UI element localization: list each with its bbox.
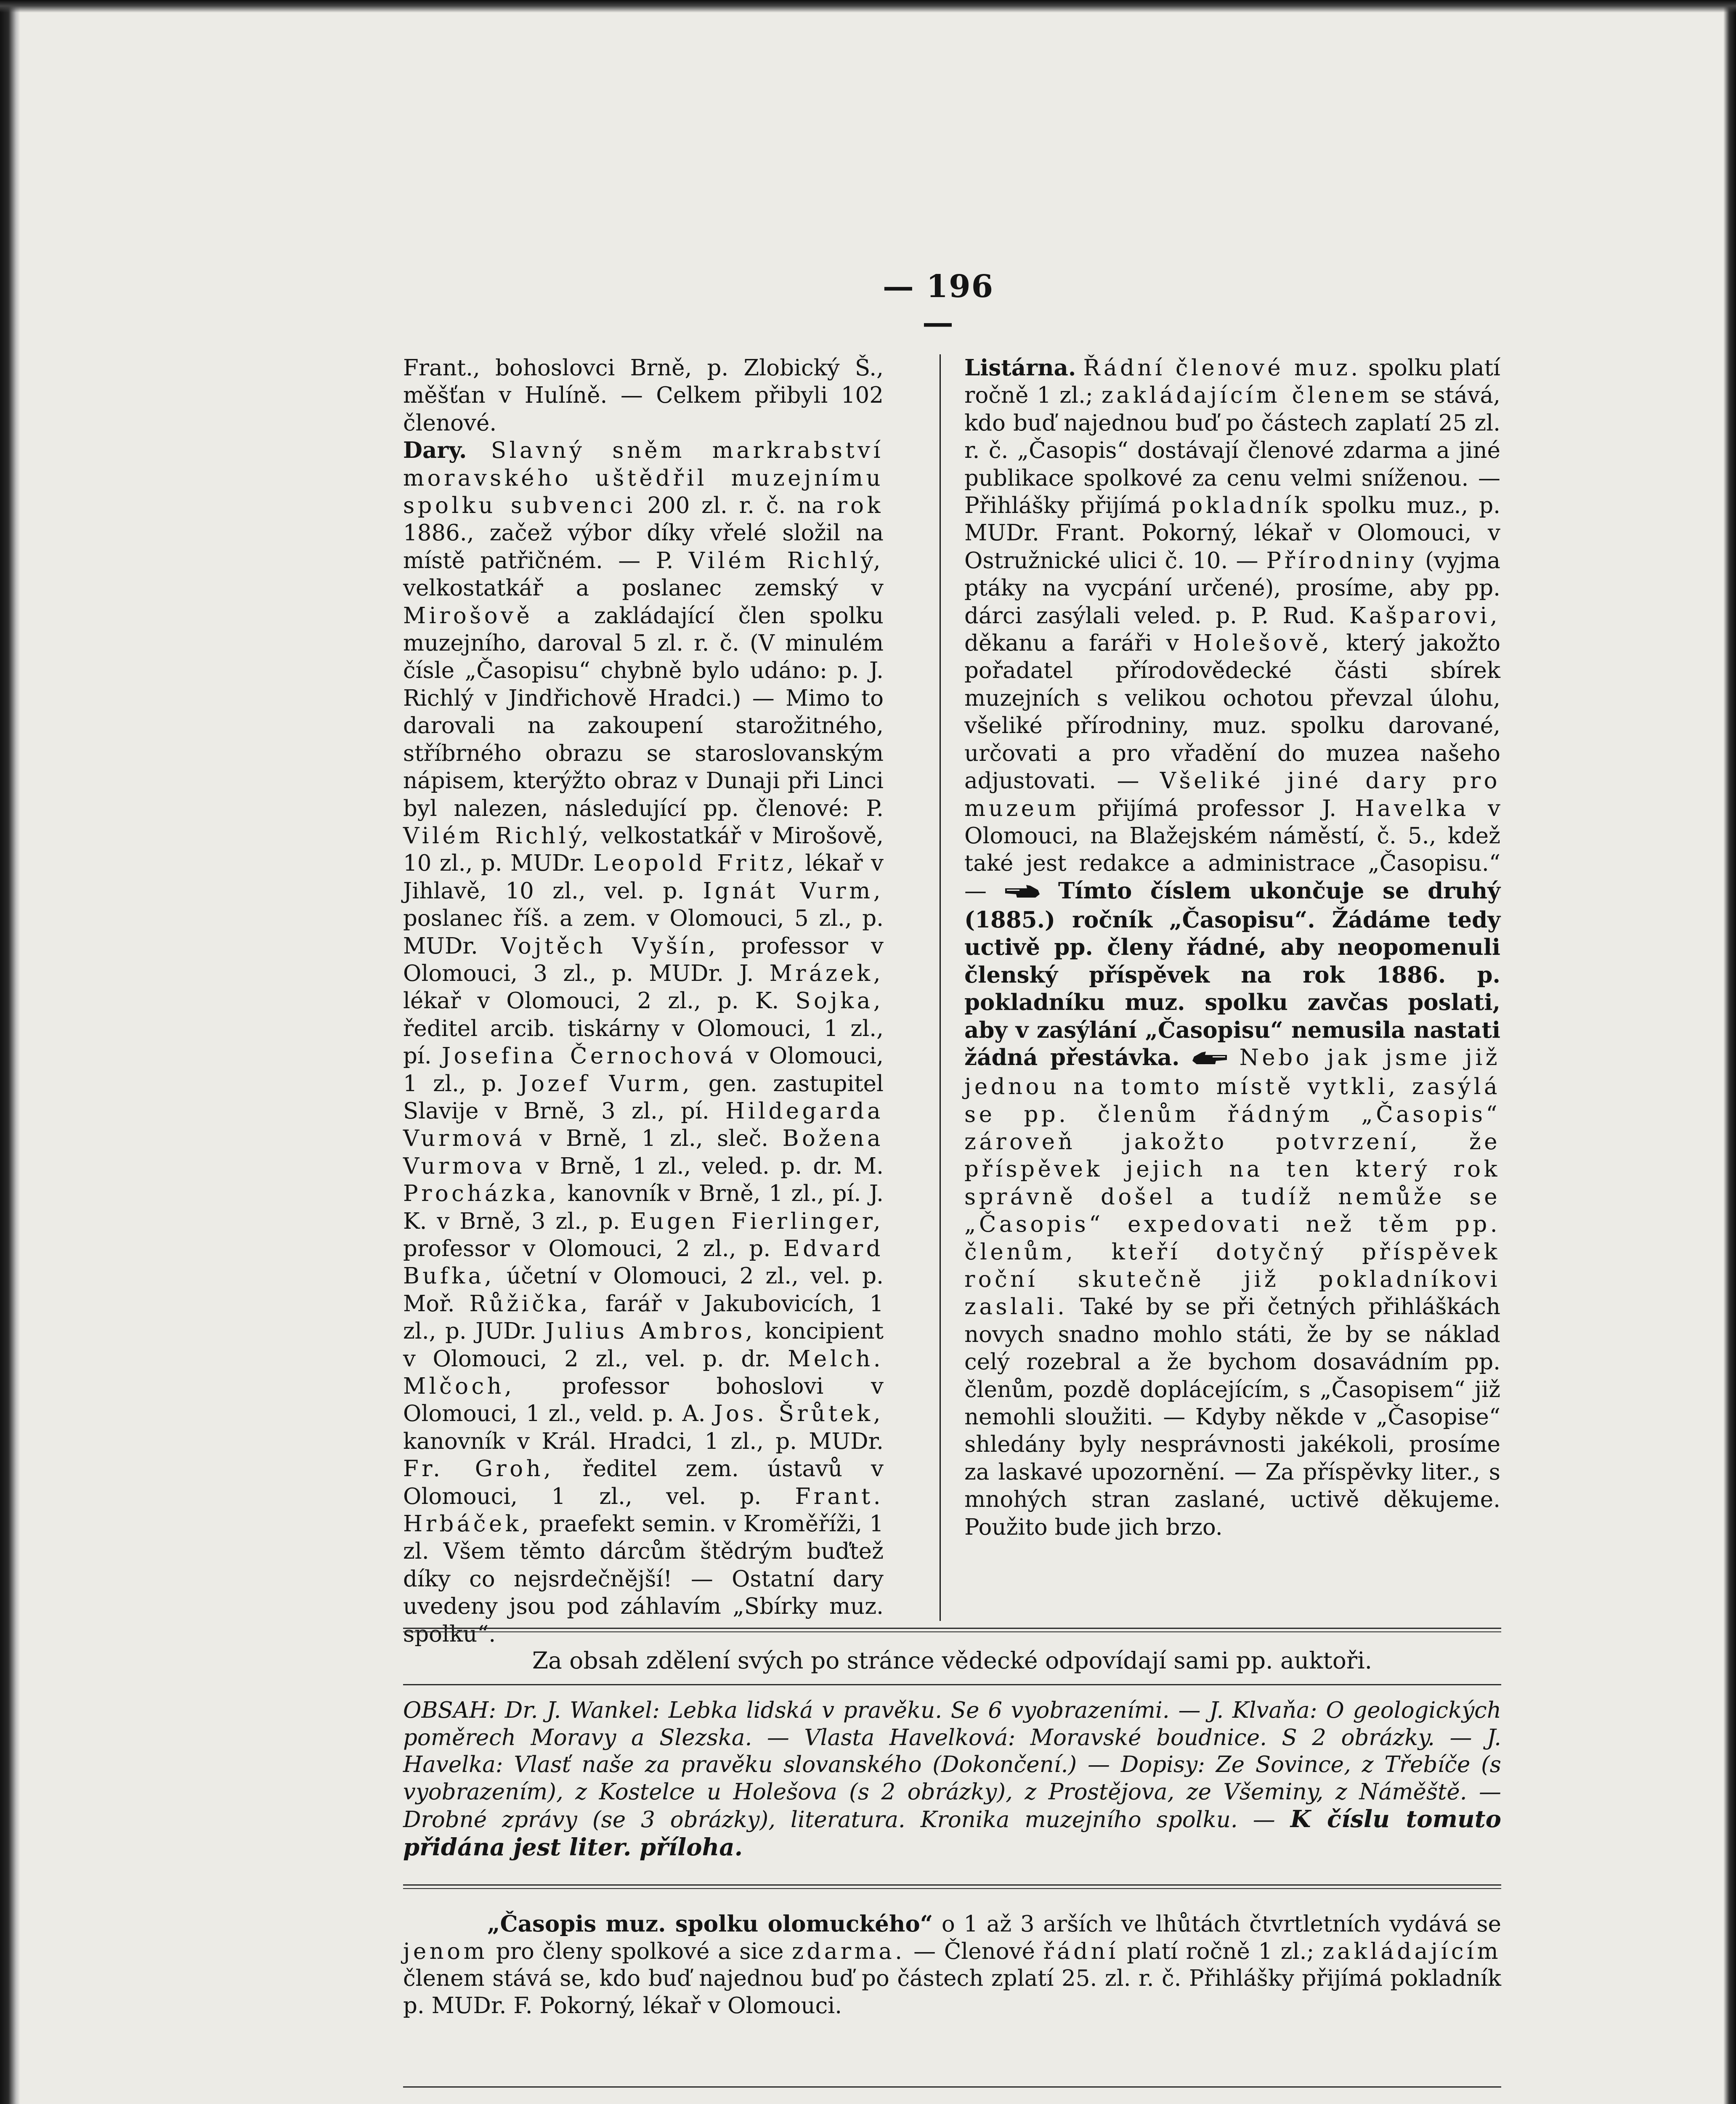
spaced-text: Edvard Bufka, — [403, 1236, 884, 1289]
body-text: gen. zastupitel Slavije v Brně, 3 zl., pí. — [403, 1071, 884, 1124]
pointing-hand-icon — [1004, 879, 1041, 906]
spaced-text: řádní — [1043, 1938, 1119, 1964]
spaced-text: rok — [836, 493, 884, 519]
body-text: 1886., začež výbor díky vřelé složil na místě patřičném. — P. — [403, 520, 884, 574]
body-text: a zakládající člen spolku muzejního, daroval 5 zl. r. č. (V minulém čísle „Časopisu“ chybně bylo udáno: p. J. Richlý v Jindřichově Hradci.) — Mimo to darovali na zakoupení starožitného, stříbrného obrazu se staroslovanským nápisem, kterýžto obraz v Dunaji při Linci byl nalezen, následující pp. členové: P. — [403, 603, 884, 821]
body-text: děkanu a faráři v — [964, 630, 1179, 656]
right-paragraph — [964, 354, 1500, 1541]
bold-notice-text: Tímto číslem ukončuje se druhý (1885.) ročník „Časopisu“. Žádáme tedy uctivě pp. členy řádné, aby neopomenuli členský příspěvek na rok 1886. p. pokladníku muz. spolku zavčas poslati, aby v zasýlání „Časopisu“ nemusila nastati žádná přestávka. — [964, 877, 1500, 1071]
spaced-text: Jozef Vurm, — [519, 1071, 693, 1097]
body-text: platí ročně 1 zl.; — [1127, 1938, 1314, 1964]
body-text: 200 zl. r. č. na — [647, 493, 825, 519]
gifts-heading: Dary. — [403, 437, 467, 464]
body-text: v Brně, 1 zl., sleč. — [539, 1126, 769, 1152]
body-text: professor v Olomouci, 2 zl., p. — [403, 1236, 771, 1262]
body-text: kanovník v Král. Hradci, 1 zl., p. MUDr. — [403, 1428, 884, 1454]
spaced-text: jenom — [403, 1938, 488, 1964]
table-of-contents — [403, 1697, 1501, 1862]
spaced-text: Mrázek, — [769, 960, 884, 986]
supplement-note: K číslu tomuto přidána jest liter. příloha. — [403, 1805, 1501, 1861]
spaced-text: Nebo jak jsme již jednou na tomto místě vytkli, zasýlá se pp. členům řádným „Časopis“ zároveň jakožto potvrzení, že příspěvek jejich na ten který rok správně došel a tudíž nemůže se „Časopis“ expedovati než těm pp. členům, kteří dotyčný příspěvek roční skutečně již pokladníkovi zaslali. — [964, 1044, 1500, 1320]
spaced-text: Mirošově — [403, 603, 533, 629]
column-divider — [940, 354, 941, 1621]
spaced-text: Slavný sněm markrabství moravského uštědřil muzejnímu spolku subvenci — [403, 438, 884, 519]
spaced-text: Přírodniny — [1266, 547, 1417, 574]
authors-disclaimer: Za obsah zdělení svých po stránce vědecké odpovídají sami pp. auktoři. — [532, 1647, 1372, 1674]
journal-notice — [403, 1910, 1501, 2019]
right-column — [964, 354, 1500, 1541]
scan-edge-right — [1723, 0, 1736, 2104]
spaced-text: Vilém Richlý, — [688, 547, 884, 574]
pointing-hand-icon — [1192, 1046, 1228, 1073]
body-text: spolku muz., p. MUDr. Frant. Pokorný, lékař v Olomouci, v Ostružnické ulici č. 10. — — [964, 493, 1500, 574]
page-number: — 196 — — [882, 268, 994, 341]
left-paragraph-1 — [403, 354, 884, 437]
spaced-text: Božena Vurmova — [403, 1126, 884, 1179]
spaced-text: Jos. Šrůtek, — [714, 1401, 884, 1427]
spaced-text: Růžička, — [469, 1291, 591, 1317]
members-text: Frant., bohoslovci Brně, p. Zlobický Š., měšťan v Hulíně. — Celkem přibyli 102 členové. — [403, 355, 884, 436]
spaced-text: Sojka, — [795, 988, 884, 1014]
spaced-text: zakládajícím — [1322, 1938, 1501, 1964]
body-text: poslanec říš. a zem. v Olomouci, 5 zl., p. MUDr. — [403, 906, 884, 959]
body-text: spolku platí ročně 1 zl.; — [964, 355, 1500, 409]
body-text: lékař v Olomouci, 2 zl., p. K. — [403, 988, 779, 1014]
spaced-text: Řádní členové muz. — [1083, 355, 1361, 381]
body-text: Také by se při četných přihláškách novych snadno mohlo státi, že by se náklad celý rozebral a že bychom dosavádním pp. členům, pozdě doplácejícím, s „Časopisem“ již nemohli sloužiti. — Kdyby někde v „Časopise“ shledány byly nesprávnosti jakékoli, prosíme za laskavé upozornění. — Za příspěvky liter., s mnohých stran zaslané, uctivě děkujeme. Použito bude jich brzo. — [964, 1294, 1500, 1540]
spaced-text: Procházka, — [403, 1181, 560, 1207]
spaced-text: Julius Ambros, — [545, 1318, 756, 1344]
body-text: professor bohoslovi v Olomouci, 1 zl., veld. p. A. — [403, 1373, 884, 1427]
body-text: koncipient v Olomouci, 2 zl., vel. p. dr. — [403, 1318, 884, 1372]
journal-title: „Časopis muz. spolku olomuckého“ — [487, 1911, 933, 1937]
section-rule — [403, 1684, 1501, 1685]
scan-edge-top — [0, 0, 1736, 13]
spaced-text: Fr. Groh, — [403, 1456, 554, 1482]
left-column — [403, 354, 884, 1648]
section-rule — [403, 2086, 1501, 2088]
listarna-heading: Listárna. — [964, 355, 1076, 381]
body-text: členem stává se, kdo buď najednou buď po částech zplatí 25. zl. r. č. Přihlášky přijímá pokladník p. MUDr. F. Pokorný, lékař v Olomouci. — [403, 1966, 1501, 2019]
body-text: v Brně, 1 zl., veled. p. dr. M. — [536, 1153, 884, 1179]
spaced-text: pokladník — [1172, 493, 1311, 519]
spaced-text: Holešově, — [1193, 630, 1332, 656]
body-text: praefekt semin. v Kroměříži, 1 zl. Všem těmto dárcům štědrým buďtež díky co nejsrdečnější! — Ostatní dary uvedeny jsou pod záhlavím „Sbírky muz. spolku“. — [403, 1511, 884, 1647]
body-text: — Členové — [913, 1938, 1035, 1964]
body-text: o 1 až 3 arších ve lhůtách čtvrtletních vydává se — [941, 1911, 1501, 1937]
body-text: velkostatkář v Mirošově, 10 zl., p. MUDr. — [403, 823, 884, 877]
body-text: farář v Jakubovicích, 1 zl., p. JUDr. — [403, 1291, 884, 1344]
body-text: ředitel arcib. tiskárny v Olomouci, 1 zl., pí. — [403, 1015, 884, 1069]
body-text: professor v Olomouci, 3 zl., p. MUDr. J. — [403, 933, 884, 986]
body-text: v Olomouci, na Blažejském náměstí, č. 5., kdež také jest redakce a administrace „Časopisu.“ — — [964, 795, 1500, 904]
spaced-text: Eugen Fierlinger, — [630, 1208, 884, 1234]
body-text: přijímá professor J. — [1097, 795, 1337, 821]
section-rule — [403, 1628, 1501, 1632]
body-text: který jakožto pořadatel přírodovědecké části sbírek muzejních s velikou ochotou převzal úlohu, všeliké přírodniny, muz. spolku darované, určovati a pro vřadění do muzea našeho adjustovati. — — [964, 630, 1500, 794]
body-text: lékař v Jihlavě, 10 zl., vel. p. — [403, 850, 884, 904]
spaced-text: Vojtěch Vyšín, — [501, 933, 719, 959]
body-text: velkostatkář a poslanec zemský v — [403, 575, 884, 601]
body-text: kanovník v Brně, 1 zl., pí. J. K. v Brně, 3 zl., p. — [403, 1181, 884, 1234]
body-text: účetní v Olomouci, 2 zl., vel. p. Moř. — [403, 1263, 884, 1317]
body-text: v Olomouci, 1 zl., p. — [403, 1043, 884, 1097]
spaced-text: Leopold Fritz, — [593, 850, 797, 877]
body-text: ředitel zem. ústavů v Olomouci, 1 zl., vel. p. — [403, 1456, 884, 1509]
spaced-text: Melch. Mlčoch, — [403, 1346, 884, 1400]
spaced-text: Všeliké jiné dary pro muzeum — [964, 768, 1500, 821]
section-rule — [403, 1884, 1501, 1889]
spaced-text: Vilém Richlý, — [403, 823, 592, 849]
spaced-text: Ignát Vurm, — [703, 878, 884, 904]
left-paragraph-2 — [403, 437, 884, 1648]
spaced-text: Frant. Hrbáček, — [403, 1483, 884, 1537]
spaced-text: zakládajícím členem — [1101, 383, 1392, 409]
scan-edge-left — [0, 0, 20, 2104]
spaced-text: Josefina Černochová — [441, 1043, 736, 1069]
body-text: (vyjma ptáky na vycpání určené), prosíme, aby pp. dárci zasýlali veled. p. P. Rud. — [964, 547, 1500, 629]
spaced-text: Havelka — [1355, 795, 1469, 821]
spaced-text: Kašparovi, — [1349, 603, 1500, 629]
spaced-text: Hildegarda Vurmová — [403, 1098, 884, 1152]
body-text: se stává, kdo buď najednou buď po částech zaplatí 25 zl. r. č. „Časopis“ dostávají členové zdarma a jiné publikace spolkové za cenu velmi sníženou. — Přihlášky přijímá — [964, 383, 1500, 519]
notice-paragraph — [403, 1910, 1501, 2019]
body-text: pro členy spolkové a sice — [496, 1938, 784, 1964]
contents-text: OBSAH: Dr. J. Wankel: Lebka lidská v pravěku. Se 6 vyobrazeními. — J. Klvaňa: O geologických poměrech Moravy a Slezska. — Vlasta Havelková: Moravské boudnice. S 2 obrázky. — J. Havelka: Vlasť naše za pravěku slovanského (Dokončení.) — Dopisy: Ze Sovince, z Třebíče (s vyobrazením), z Kostelce u Holešova (s 2 obrázky), z Prostějova, ze Všeminy, z Náměště. — Drobné zprávy (se 3 obrázky), literatura. Kronika muzejního spolku. — — [403, 1698, 1501, 1833]
contents-paragraph — [403, 1697, 1501, 1862]
spaced-text: zdarma. — [792, 1938, 905, 1964]
